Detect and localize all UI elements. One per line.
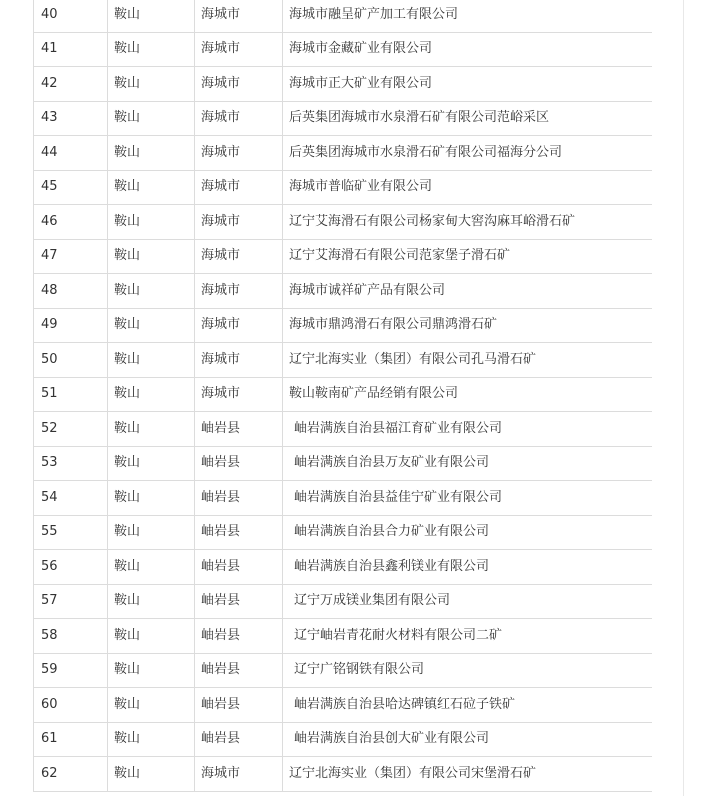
table-row xyxy=(34,308,653,343)
company-name-cell: 辽宁北海实业（集团）有限公司孔马滑石矿 xyxy=(283,343,653,378)
city-cell: 鞍山 xyxy=(108,722,195,757)
row-number-cell: 60 xyxy=(34,688,108,723)
row-number-cell: 44 xyxy=(34,136,108,171)
company-name-cell: 辽宁北海实业（集团）有限公司宋堡滑石矿 xyxy=(283,757,653,792)
city-cell: 鞍山 xyxy=(108,343,195,378)
city-cell: 鞍山 xyxy=(108,481,195,516)
county-cell: 岫岩县 xyxy=(195,688,283,723)
city-cell: 鞍山 xyxy=(108,584,195,619)
company-name-cell: 后英集团海城市水泉滑石矿有限公司福海分公司 xyxy=(283,136,653,171)
company-name-cell: 岫岩满族自治县哈达碑镇红石砬子铁矿 xyxy=(283,688,653,723)
county-cell: 海城市 xyxy=(195,32,283,67)
county-cell: 岫岩县 xyxy=(195,550,283,585)
table-row xyxy=(34,170,653,205)
row-number-cell: 57 xyxy=(34,584,108,619)
company-name-cell: 辽宁广铭钢铁有限公司 xyxy=(283,653,653,688)
table-row xyxy=(34,446,653,481)
company-name-cell: 岫岩满族自治县合力矿业有限公司 xyxy=(283,515,653,550)
city-cell: 鞍山 xyxy=(108,205,195,240)
row-number-cell: 49 xyxy=(34,308,108,343)
company-name-cell: 岫岩满族自治县创大矿业有限公司 xyxy=(283,722,653,757)
row-number-cell: 45 xyxy=(34,170,108,205)
table-row xyxy=(34,377,653,412)
company-name-cell: 海城市普临矿业有限公司 xyxy=(283,170,653,205)
county-cell: 海城市 xyxy=(195,205,283,240)
page-right-border xyxy=(683,0,684,796)
city-cell: 鞍山 xyxy=(108,32,195,67)
row-number-cell: 42 xyxy=(34,67,108,102)
row-number-cell: 52 xyxy=(34,412,108,447)
county-cell: 海城市 xyxy=(195,343,283,378)
table-row xyxy=(34,136,653,171)
county-cell: 海城市 xyxy=(195,377,283,412)
table-row xyxy=(34,481,653,516)
table-row xyxy=(34,32,653,67)
table-row xyxy=(34,619,653,654)
company-name-cell: 后英集团海城市水泉滑石矿有限公司范峪采区 xyxy=(283,101,653,136)
county-cell: 岫岩县 xyxy=(195,446,283,481)
company-name-cell: 鞍山鞍南矿产品经销有限公司 xyxy=(283,377,653,412)
table-row xyxy=(34,550,653,585)
city-cell: 鞍山 xyxy=(108,377,195,412)
city-cell: 鞍山 xyxy=(108,239,195,274)
row-number-cell: 61 xyxy=(34,722,108,757)
row-number-cell: 56 xyxy=(34,550,108,585)
county-cell: 岫岩县 xyxy=(195,653,283,688)
table-row xyxy=(34,343,653,378)
company-name-cell: 岫岩满族自治县福江育矿业有限公司 xyxy=(283,412,653,447)
mine-list-table xyxy=(33,0,652,792)
company-name-cell: 辽宁岫岩青花耐火材料有限公司二矿 xyxy=(283,619,653,654)
row-number-cell: 46 xyxy=(34,205,108,240)
county-cell: 岫岩县 xyxy=(195,481,283,516)
city-cell: 鞍山 xyxy=(108,170,195,205)
county-cell: 海城市 xyxy=(195,0,283,32)
row-number-cell: 53 xyxy=(34,446,108,481)
row-number-cell: 43 xyxy=(34,101,108,136)
city-cell: 鞍山 xyxy=(108,136,195,171)
city-cell: 鞍山 xyxy=(108,67,195,102)
city-cell: 鞍山 xyxy=(108,274,195,309)
city-cell: 鞍山 xyxy=(108,757,195,792)
county-cell: 海城市 xyxy=(195,757,283,792)
city-cell: 鞍山 xyxy=(108,688,195,723)
city-cell: 鞍山 xyxy=(108,308,195,343)
table-row xyxy=(34,274,653,309)
county-cell: 岫岩县 xyxy=(195,515,283,550)
city-cell: 鞍山 xyxy=(108,0,195,32)
county-cell: 岫岩县 xyxy=(195,584,283,619)
city-cell: 鞍山 xyxy=(108,619,195,654)
table-body xyxy=(34,0,653,791)
row-number-cell: 55 xyxy=(34,515,108,550)
county-cell: 海城市 xyxy=(195,308,283,343)
city-cell: 鞍山 xyxy=(108,515,195,550)
county-cell: 海城市 xyxy=(195,239,283,274)
county-cell: 海城市 xyxy=(195,274,283,309)
table-row xyxy=(34,653,653,688)
city-cell: 鞍山 xyxy=(108,653,195,688)
company-name-cell: 海城市正大矿业有限公司 xyxy=(283,67,653,102)
table-row xyxy=(34,0,653,32)
table-row xyxy=(34,412,653,447)
city-cell: 鞍山 xyxy=(108,101,195,136)
table-row xyxy=(34,515,653,550)
city-cell: 鞍山 xyxy=(108,446,195,481)
county-cell: 岫岩县 xyxy=(195,619,283,654)
row-number-cell: 58 xyxy=(34,619,108,654)
table-row xyxy=(34,205,653,240)
company-name-cell: 辽宁艾海滑石有限公司范家堡子滑石矿 xyxy=(283,239,653,274)
county-cell: 岫岩县 xyxy=(195,412,283,447)
row-number-cell: 41 xyxy=(34,32,108,67)
row-number-cell: 62 xyxy=(34,757,108,792)
row-number-cell: 50 xyxy=(34,343,108,378)
company-name-cell: 岫岩满族自治县万友矿业有限公司 xyxy=(283,446,653,481)
county-cell: 海城市 xyxy=(195,136,283,171)
county-cell: 海城市 xyxy=(195,67,283,102)
county-cell: 海城市 xyxy=(195,101,283,136)
company-name-cell: 岫岩满族自治县益佳宁矿业有限公司 xyxy=(283,481,653,516)
company-name-cell: 海城市金藏矿业有限公司 xyxy=(283,32,653,67)
table-row xyxy=(34,101,653,136)
city-cell: 鞍山 xyxy=(108,550,195,585)
row-number-cell: 59 xyxy=(34,653,108,688)
county-cell: 岫岩县 xyxy=(195,722,283,757)
company-name-cell: 海城市鼎鸿滑石有限公司鼎鸿滑石矿 xyxy=(283,308,653,343)
row-number-cell: 47 xyxy=(34,239,108,274)
row-number-cell: 54 xyxy=(34,481,108,516)
company-name-cell: 辽宁万成镁业集团有限公司 xyxy=(283,584,653,619)
company-name-cell: 辽宁艾海滑石有限公司杨家甸大窖沟麻耳峪滑石矿 xyxy=(283,205,653,240)
table-row xyxy=(34,757,653,792)
row-number-cell: 48 xyxy=(34,274,108,309)
table-row xyxy=(34,584,653,619)
table-row xyxy=(34,239,653,274)
company-name-cell: 海城市诚祥矿产品有限公司 xyxy=(283,274,653,309)
county-cell: 海城市 xyxy=(195,170,283,205)
city-cell: 鞍山 xyxy=(108,412,195,447)
table-row xyxy=(34,722,653,757)
row-number-cell: 40 xyxy=(34,0,108,32)
table-row xyxy=(34,688,653,723)
row-number-cell: 51 xyxy=(34,377,108,412)
company-name-cell: 岫岩满族自治县鑫利镁业有限公司 xyxy=(283,550,653,585)
company-name-cell: 海城市融呈矿产加工有限公司 xyxy=(283,0,653,32)
table-row xyxy=(34,67,653,102)
